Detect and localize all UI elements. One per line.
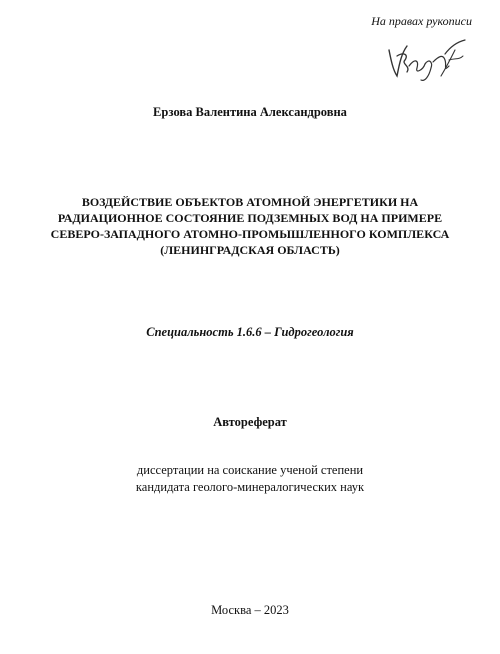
document-type: Автореферат: [213, 415, 287, 429]
purpose-line: диссертации на соискание ученой степени: [136, 463, 364, 477]
purpose-line: кандидата геолого-минералогических наук: [135, 480, 365, 494]
title-line: (ЛЕНИНГРАДСКАЯ ОБЛАСТЬ): [160, 243, 340, 257]
manuscript-note: На правах рукописи: [371, 14, 472, 28]
title-line: ВОЗДЕЙСТВИЕ ОБЪЕКТОВ АТОМНОЙ ЭНЕРГЕТИКИ НА: [81, 195, 419, 209]
author-name: Ерзова Валентина Александровна: [153, 105, 347, 119]
title-line: РАДИАЦИОННОЕ СОСТОЯНИЕ ПОДЗЕМНЫХ ВОД НА ПРИМЕРЕ: [57, 211, 443, 225]
degree-purpose: [0, 462, 500, 496]
handwritten-signature: [385, 36, 469, 84]
title-line: СЕВЕРО-ЗАПАДНОГО АТОМНО-ПРОМЫШЛЕННОГО КОМПЛЕКСА: [50, 227, 450, 241]
dissertation-title: [30, 194, 470, 258]
specialty: Специальность 1.6.6 – Гидрогеология: [146, 325, 354, 339]
place-and-year: Москва – 2023: [211, 603, 289, 617]
